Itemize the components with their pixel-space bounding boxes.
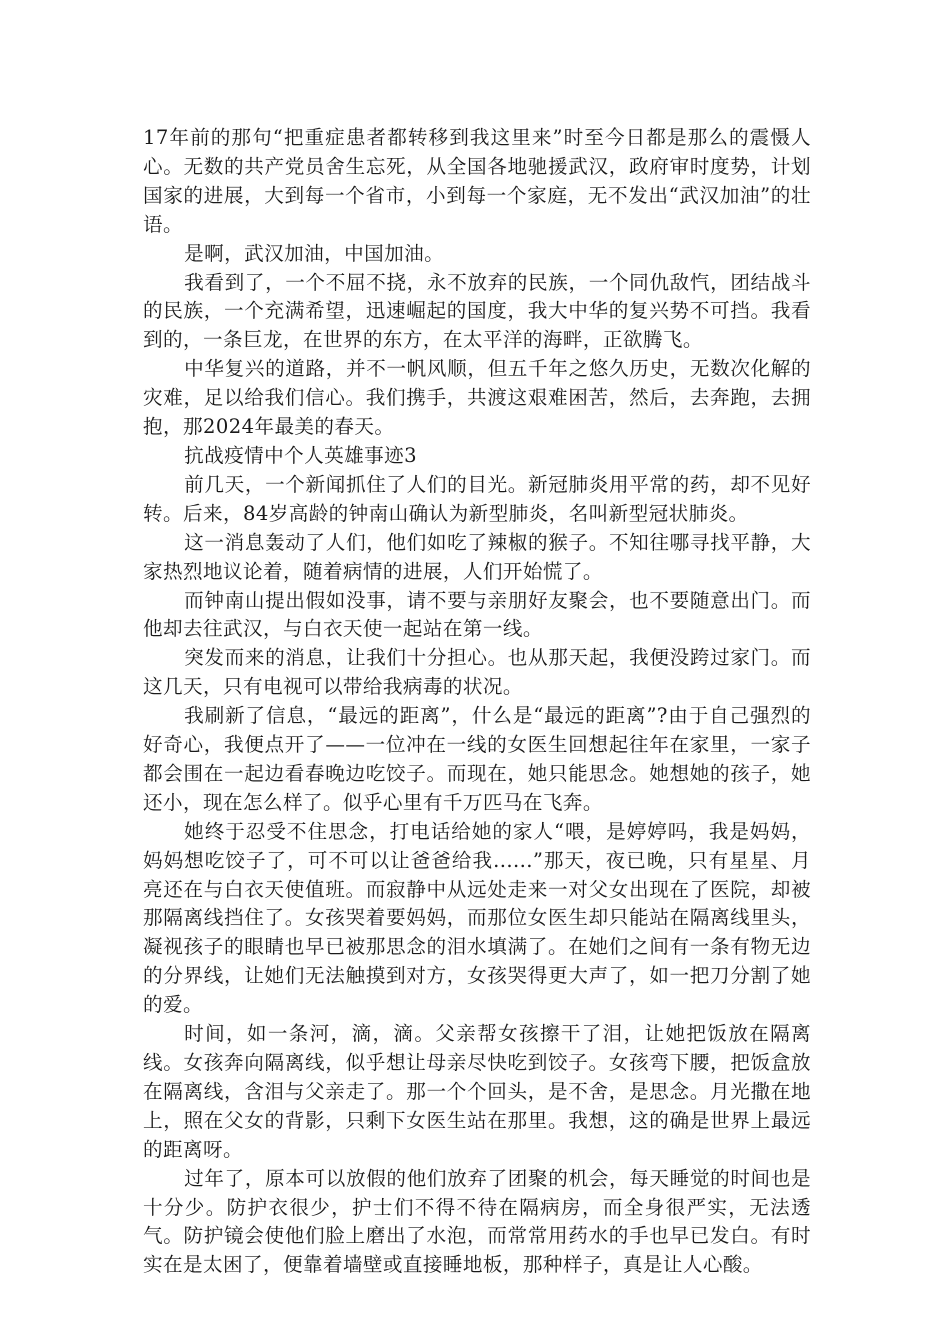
paragraph: 她终于忍受不住思念，打电话给她的家人“喂，是婷婷吗，我是妈妈，妈妈想吃饺子了，可不可以让爸爸给我......”那天，夜已晚，只有星星、月亮还在与白衣天使值班。而寂静中从远处走来一对父女出现在了医院，却被那隔离线挡住了。女孩哭着要妈妈，而那位女医生却只能站在隔离线里头，凝视孩子的眼睛也早已被那思念的泪水填满了。在她们之间有一条有物无边的分界线，让她们无法触摸到对方，女孩哭得更大声了，如一把刀分割了她的爱。 — [143, 819, 811, 1017]
paragraph: 时间，如一条河，滴，滴。父亲帮女孩擦干了泪，让她把饭放在隔离线。女孩奔向隔离线，似乎想让母亲尽快吃到饺子。女孩弯下腰，把饭盒放在隔离线，含泪与父亲走了。那一个个回头，是不舍，是思念。月光撒在地上，照在父女的背影，只剩下女医生站在那里。我想，这的确是世界上最远的距离呀。 — [143, 1022, 811, 1161]
paragraph: 是啊，武汉加油，中国加油。 — [184, 241, 445, 265]
paragraph: 而钟南山提出假如没事，请不要与亲朋好友聚会，也不要随意出门。而他却去往武汉，与白衣天使一起站在第一线。 — [143, 588, 811, 641]
paragraph: 过年了，原本可以放假的他们放弃了团聚的机会，每天睡觉的时间也是十分少。防护衣很少，护士们不得不待在隔病房，而全身很严实，无法透气。防护镜会使他们脸上磨出了水泡，而常常用药水的手也早已发白。有时实在是太困了，便靠着墙壁或直接睡地板，那种样子，真是让人心酸。 — [143, 1166, 811, 1277]
paragraph: 突发而来的消息，让我们十分担心。也从那天起，我便没跨过家门。而这几天，只有电视可以带给我病毒的状况。 — [143, 646, 811, 699]
paragraph: 17年前的那句“把重症患者都转移到我这里来”时至今日都是那么的震慑人心。无数的共产党员舍生忘死，从全国各地驰援武汉，政府审时度势，计划国家的进展，大到每一个省市，小到每一个家庭，无不发出“武汉加油”的壮语。 — [143, 126, 811, 236]
paragraph: 这一消息轰动了人们，他们如吃了辣椒的猴子。不知往哪寻找平静，大家热烈地议论着，随着病情的进展，人们开始慌了。 — [143, 530, 811, 583]
paragraph: 前几天，一个新闻抓住了人们的目光。新冠肺炎用平常的药，却不见好转。后来，84岁高龄的钟南山确认为新型肺炎，名叫新型冠状肺炎。 — [143, 472, 811, 525]
section-heading: 抗战疫情中个人英雄事迹3 — [184, 443, 417, 467]
document-body — [143, 124, 811, 1280]
paragraph: 我看到了，一个不屈不挠，永不放弃的民族，一个同仇敌忾，团结战斗的民族，一个充满希望，迅速崛起的国度，我大中华的复兴势不可挡。我看到的，一条巨龙，在世界的东方，在太平洋的海畔，正欲腾飞。 — [143, 270, 811, 352]
paragraph: 中华复兴的道路，并不一帆风顺，但五千年之悠久历史，无数次化解的灾难，足以给我们信心。我们携手，共渡这艰难困苦，然后，去奔跑，去拥抱，那2024年最美的春天。 — [143, 357, 811, 439]
paragraph: 我刷新了信息，“最远的距离”，什么是“最远的距离”?由于自己强烈的好奇心，我便点开了——一位冲在一线的女医生回想起往年在家里，一家子都会围在一起边看春晚边吃饺子。而现在，她只能思念。她想她的孩子，她还小，现在怎么样了。似乎心里有千万匹马在飞奔。 — [143, 704, 811, 814]
